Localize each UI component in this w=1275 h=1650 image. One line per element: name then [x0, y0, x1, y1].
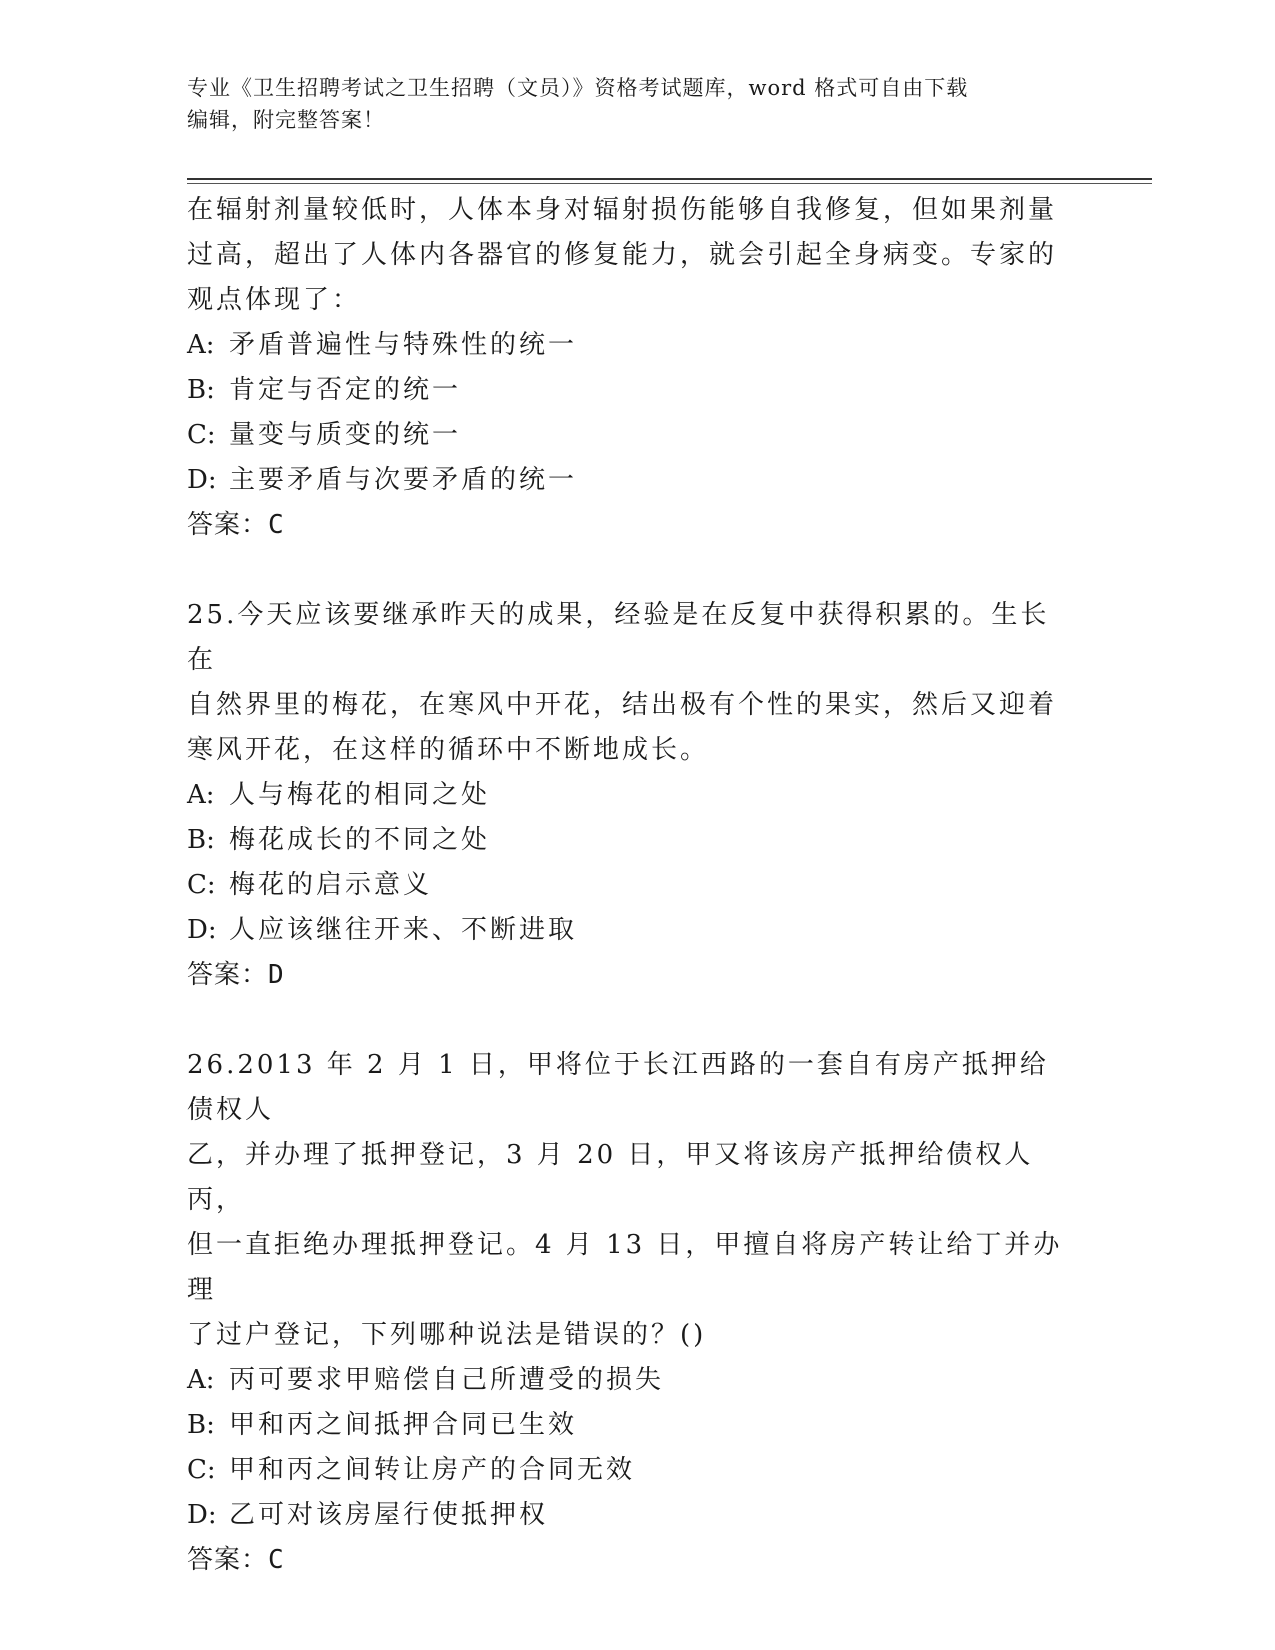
question-line: 寒风开花，在这样的循环中不断地成长。	[187, 735, 710, 765]
option-a	[187, 323, 1077, 368]
question-block	[187, 1043, 1077, 1583]
option-text: 人与梅花的相同之处	[229, 780, 491, 810]
option-b	[187, 818, 1077, 863]
option-d	[187, 908, 1077, 953]
answer-label: 答案：	[187, 1545, 269, 1575]
option-key: B:	[187, 825, 215, 855]
question-line: 26.2013 年 2 月 1 日，甲将位于长江西路的一套自有房产抵押给债权人	[187, 1050, 1049, 1125]
option-a	[187, 773, 1077, 818]
question-line: 观点体现了：	[187, 285, 362, 315]
option-c	[187, 413, 1077, 458]
option-text: 矛盾普遍性与特殊性的统一	[229, 330, 578, 360]
option-text: 量变与质变的统一	[229, 420, 462, 450]
question-block	[187, 188, 1077, 548]
option-text: 甲和丙之间转让房产的合同无效	[229, 1455, 636, 1485]
option-text: 肯定与否定的统一	[229, 375, 462, 405]
option-c	[187, 1448, 1077, 1493]
question-list	[187, 188, 1077, 1583]
option-text: 梅花的启示意义	[229, 870, 433, 900]
document-header	[187, 72, 1067, 136]
answer-label: 答案：	[187, 960, 269, 990]
question-line: 过高，超出了人体内各器官的修复能力，就会引起全身病变。专家的	[187, 240, 1058, 270]
option-c	[187, 863, 1077, 908]
spacer	[187, 998, 1077, 1043]
header-rule-thick	[187, 178, 1152, 180]
answer-value: D	[268, 960, 285, 990]
answer-label: 答案：	[187, 510, 269, 540]
answer-value: C	[268, 510, 285, 540]
question-line: 乙，并办理了抵押登记，3 月 20 日，甲又将该房产抵押给债权人丙，	[187, 1140, 1034, 1215]
option-key: B:	[187, 375, 215, 405]
answer-value: C	[268, 1545, 285, 1575]
option-b	[187, 368, 1077, 413]
option-text: 甲和丙之间抵押合同已生效	[229, 1410, 578, 1440]
option-key: A:	[187, 1365, 215, 1395]
answer-line	[187, 953, 1077, 998]
question-block	[187, 593, 1077, 998]
option-key: D:	[187, 1500, 217, 1530]
option-key: D:	[187, 915, 217, 945]
option-key: B:	[187, 1410, 215, 1440]
question-line: 但一直拒绝办理抵押登记。4 月 13 日，甲擅自将房产转让给丁并办理	[187, 1230, 1063, 1305]
spacer	[187, 548, 1077, 593]
answer-line	[187, 503, 1077, 548]
question-line: 了过户登记，下列哪种说法是错误的？()	[187, 1320, 707, 1350]
option-d	[187, 458, 1077, 503]
option-text: 主要矛盾与次要矛盾的统一	[229, 465, 578, 495]
option-key: D:	[187, 465, 217, 495]
header-line-2: 编辑，附完整答案！	[187, 108, 385, 132]
option-text: 丙可要求甲赔偿自己所遭受的损失	[229, 1365, 665, 1395]
header-rule-thin	[187, 183, 1152, 184]
question-line: 自然界里的梅花，在寒风中开花，结出极有个性的果实，然后又迎着	[187, 690, 1058, 720]
option-a	[187, 1358, 1077, 1403]
option-key: A:	[187, 780, 215, 810]
option-b	[187, 1403, 1077, 1448]
option-d	[187, 1493, 1077, 1538]
option-key: C:	[187, 420, 216, 450]
answer-line	[187, 1538, 1077, 1583]
header-line-1: 专业《卫生招聘考试之卫生招聘（文员）》资格考试题库，word 格式可自由下载	[187, 76, 969, 100]
question-line: 在辐射剂量较低时，人体本身对辐射损伤能够自我修复，但如果剂量	[187, 195, 1058, 225]
option-key: A:	[187, 330, 215, 360]
option-text: 乙可对该房屋行使抵押权	[229, 1500, 549, 1530]
option-text: 梅花成长的不同之处	[229, 825, 491, 855]
option-key: C:	[187, 870, 216, 900]
option-text: 人应该继往开来、不断进取	[229, 915, 578, 945]
option-key: C:	[187, 1455, 216, 1485]
question-line: 25.今天应该要继承昨天的成果，经验是在反复中获得积累的。生长在	[187, 600, 1050, 675]
